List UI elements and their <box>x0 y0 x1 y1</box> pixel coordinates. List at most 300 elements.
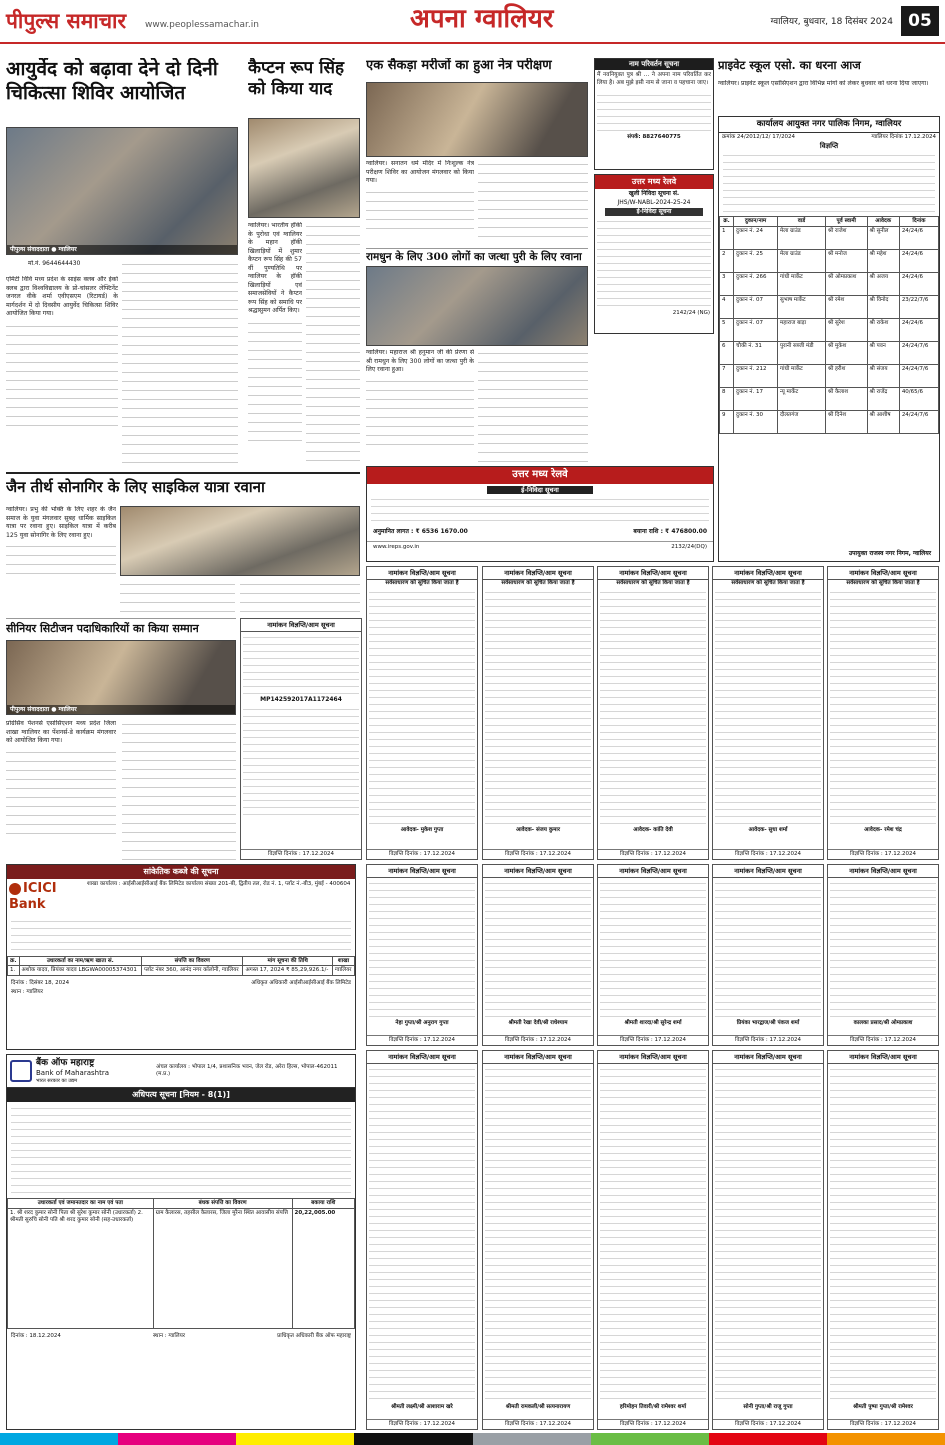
table-cell: महाराज बाड़ा <box>777 319 825 342</box>
newspaper-logo <box>6 8 126 34</box>
table-cell: 24/24/6 <box>899 273 938 296</box>
text-filler <box>830 1066 936 1402</box>
bom-office: अंचल कार्यालय : भोपाल 1/4, प्रशासनिक भवन, जेल रोड, अरेरा हिल्स, भोपाल-462011 (म.प्र.) <box>156 1064 338 1078</box>
railway-notice-1 <box>594 174 714 334</box>
text-filler <box>600 880 706 1018</box>
story-ramdhun-body <box>366 349 474 464</box>
municipal-title: कार्यालय आयुक्त नगर पालिक निगम, ग्वालियर <box>719 117 939 133</box>
nomination-applicant: आवेदक- कांति देवी <box>633 827 673 833</box>
table-cell: 9 <box>720 411 734 434</box>
nomination-notice <box>827 864 939 1046</box>
story-jain-headline: जैन तीर्थ सोनागिर के लिए साइकिल यात्रा रवाना <box>6 478 265 496</box>
table-cell: चौकी नं. 31 <box>734 342 778 365</box>
nomination-date: विज्ञप्ति दिनांक : 17.12.2024 <box>828 1419 938 1429</box>
table-row <box>720 227 939 250</box>
table-cell: श्री हरीश <box>825 365 867 388</box>
nomination-date: विज्ञप्ति दिनांक : 17.12.2024 <box>828 1035 938 1045</box>
story-school-body <box>718 80 940 114</box>
story-ayurveda-body <box>6 276 118 466</box>
table-cell: श्री सुनील <box>867 227 899 250</box>
logo-text: पीपुल्स समाचार <box>6 8 127 33</box>
railway-2-footer-row <box>367 541 713 553</box>
table-cell: श्री आशीष <box>867 411 899 434</box>
table-cell: श्री महेश <box>867 250 899 273</box>
text-filler <box>369 880 475 1018</box>
railway-1-title: उत्तर मध्य रेलवे <box>595 175 713 189</box>
icici-logo <box>9 881 87 914</box>
municipal-signatory: उपायुक्त राजस्व नगर निगम, ग्वालियर <box>848 549 932 557</box>
nomination-applicant: नेहा गुप्ता/श्री अनुराग गुप्ता <box>395 1020 449 1027</box>
story-eyecamp-body-col2 <box>478 160 588 245</box>
railway-2-footer: 2132/24(DQ) <box>671 544 707 551</box>
bom-col-header: उधारकर्ता एवं जमानतदार का नाम एवं पता <box>8 1199 154 1209</box>
nomination-applicant: कालका प्रसाद/श्री ओमप्रकाश <box>853 1020 913 1027</box>
section-title: अपना ग्वालियर <box>410 4 554 34</box>
table-cell: 6 <box>720 342 734 365</box>
text-filler <box>6 322 118 432</box>
bom-footer <box>7 1329 355 1344</box>
table-cell: 1 <box>720 227 734 250</box>
color-swatch <box>0 1433 118 1445</box>
text-filler <box>597 218 711 308</box>
railway-2-etender: ई-निविदा सूचना <box>487 486 593 494</box>
nomination-applicant: आवेदक- मुकेश गुप्ता <box>400 827 444 833</box>
municipal-subject: विज्ञप्ति <box>819 141 839 150</box>
nomination-notice-title: नामांकन विज्ञप्ति/आम सूचना <box>713 865 823 878</box>
text-filler <box>122 260 238 466</box>
story-ayurveda-headline: आयुर्वेद को बढ़ावा देने दो दिनी चिकित्सा शिविर आयोजित <box>6 58 218 104</box>
nomination-date: विज्ञप्ति दिनांक : 17.12.2024 <box>713 1419 823 1429</box>
table-row <box>720 319 939 342</box>
nomination-notice-title: नामांकन विज्ञप्ति/आम सूचना <box>713 1051 823 1064</box>
nomination-notice-title: नामांकन विज्ञप्ति/आम सूचना <box>713 567 823 580</box>
text-filler <box>11 1105 351 1195</box>
story-ramdhun-photo <box>366 266 588 346</box>
story-jain-body-col3 <box>240 580 360 616</box>
text-filler <box>715 589 821 825</box>
icici-header <box>7 879 355 916</box>
table-cell: 8 <box>720 388 734 411</box>
text-filler <box>243 706 359 816</box>
icici-date: दिनांक : दिसंबर 18, 2024 <box>11 980 70 987</box>
text-filler <box>485 1066 591 1402</box>
table-cell: श्री राकेश <box>867 319 899 342</box>
table-cell: 24/24/6 <box>899 319 938 342</box>
table-cell: श्री पवन <box>867 342 899 365</box>
name-change-agent: संपर्क: 8827640775 <box>627 133 681 140</box>
table-cell: दुकान नं. 30 <box>734 411 778 434</box>
municipal-meta <box>719 133 939 142</box>
story-senior-lead: प्रोग्रेसिव पेंशनर्स एसोसिएशन मध्य प्रदेश जिला शाखा ग्वालियर का पेंशनर्स-डे कार्यक्रम मंगलवार को आयोजित किया गया। <box>6 720 116 745</box>
bom-brand-box <box>36 1058 156 1084</box>
nomination-notice <box>712 864 824 1046</box>
story-eyecamp-lead: ग्वालियर। सनातन धर्म मंदिर में निःशुल्क नेत्र परीक्षण शिविर का आयोजन मंगलवार को किया गया। <box>366 160 474 185</box>
table-cell: मेला ग्राउंड <box>777 227 825 250</box>
table-cell: 24/24/6 <box>899 250 938 273</box>
story-ramdhun-headline: रामधुन के लिए 300 लोगों का जत्था पुरी के लिए रवाना <box>366 251 582 263</box>
railway-2-site[interactable]: www.ireps.gov.in <box>373 544 420 551</box>
story-ramdhun-headline-box <box>366 248 588 264</box>
story-senior-headline-box <box>6 618 236 636</box>
nomination-notice-sub: सर्वसाधारण को सूचित किया जाता है <box>501 580 575 587</box>
nomination-date: विज्ञप्ति दिनांक : 17.12.2024 <box>598 849 708 859</box>
table-cell: दुकान नं. 24 <box>734 227 778 250</box>
nomination-notice-title: नामांकन विज्ञप्ति/आम सूचना <box>598 865 708 878</box>
nomination-date: विज्ञप्ति दिनांक : 17.12.2024 <box>483 849 593 859</box>
nomination-applicant: श्रीमती पुष्पा गुप्ता/श्री रामेश्वर <box>853 1404 913 1411</box>
table-cell: 4 <box>720 296 734 319</box>
icici-col-header: उधारकर्ता का नाम/ऋण खाता सं. <box>19 956 142 966</box>
table-row <box>720 250 939 273</box>
icici-table-header <box>8 956 355 966</box>
table-cell: गांधी मार्केट <box>777 273 825 296</box>
table-cell: श्री सुरेश <box>825 319 867 342</box>
table-cell: श्री संजय <box>867 365 899 388</box>
text-filler <box>306 222 360 467</box>
story-senior-body-col2 <box>122 720 236 860</box>
nomination-date: विज्ञप्ति दिनांक : 17.12.2024 <box>367 1419 477 1429</box>
color-swatch <box>354 1433 472 1445</box>
story-eyecamp-body <box>366 160 474 245</box>
table-cell: दुकान नं. 07 <box>734 296 778 319</box>
nomination-applicant: हरिमोहन तिवारी/श्री रामेश्वर शर्मा <box>619 1404 687 1411</box>
nomination-notice <box>482 864 594 1046</box>
bom-borrowers: 1. श्री शरद कुमार सोनी पिता श्री सुरेश कुमार सोनी (उधारकर्ता) 2. श्रीमती सुरुचि सोनी पति श्री शरद कुमार सोनी (सह-उधारकर्ता) <box>8 1209 154 1329</box>
dateline: ग्वालियर, बुधवार, 18 दिसंबर 2024 <box>770 17 893 27</box>
nomination-notice-sub: सर्वसाधारण को सूचित किया जाता है <box>385 580 459 587</box>
col-notice-body <box>241 632 361 832</box>
table-cell: 24/24/7/6 <box>899 365 938 388</box>
story-school-headline: प्राइवेट स्कूल एसो. का धरना आज <box>718 58 861 72</box>
table-cell: पुरानी सब्जी मंडी <box>777 342 825 365</box>
photo-caption: पीपुल्स संवाददाता ● ग्वालियर <box>7 705 235 715</box>
text-filler <box>243 634 359 694</box>
table-row <box>720 388 939 411</box>
nomination-date: विज्ञप्ति दिनांक : 17.12.2024 <box>367 1035 477 1045</box>
text-filler <box>478 160 588 245</box>
nomination-notice <box>712 1050 824 1430</box>
nomination-applicant: प्रियंका भारद्वाज/श्री पंकज शर्मा <box>736 1020 800 1027</box>
municipal-ref: क्रमांक 24/2012/12/ 17/2024 <box>722 133 796 140</box>
story-ayurveda-lead: एमिटी विवि मध्य प्रदेश के साइंस क्लब और ईको क्लब द्वारा विश्वविद्यालय के प्रो-चांसलर लेफ्टिनेंट जनरल वीके शर्मा एवीएसएम (रिटायर्ड) के मार्गदर्शन में दो दिवसीय आयुर्वेद चिकित्सा शिविर आयोजित किया गया। <box>6 276 118 318</box>
color-swatch <box>827 1433 945 1445</box>
bom-table <box>7 1198 355 1329</box>
col-notice-ref: MP142592017A1172464 <box>260 696 342 704</box>
text-filler <box>597 92 711 132</box>
railway-2-emd: बयाना राशि : ₹ 476800.00 <box>633 527 707 535</box>
railway-1-footer: 2142/24 (NG) <box>672 309 710 316</box>
col-notice-title: नामांकन विज्ञप्ति/आम सूचना <box>241 619 361 632</box>
table-cell: 24/24/7/6 <box>899 342 938 365</box>
text-filler <box>369 589 475 825</box>
table-cell: 40/65/6 <box>899 388 938 411</box>
icici-place: स्थान : ग्वालियर <box>11 989 43 996</box>
color-swatch <box>591 1433 709 1445</box>
story-jain-lead: ग्वालियर। प्रभु की भक्ति के लिए शहर के जैन समाज के युवा मंगलवार सुबह धार्मिक साइकिल यात्रा पर रवाना हुए। साइकिल यात्रा में करीब 125 युवा सोनागिर के लिए रवाना हुए। <box>6 506 116 539</box>
nomination-notice-title: नामांकन विज्ञप्ति/आम सूचना <box>828 865 938 878</box>
table-row <box>8 1209 355 1329</box>
table-cell: ग्वालियर <box>332 966 354 976</box>
municipal-col-header: वार्ड <box>777 217 825 227</box>
table-cell: गांधी मार्केट <box>777 365 825 388</box>
story-ayurveda-body-col2 <box>122 260 238 466</box>
story-school-lead: ग्वालियर। प्राइवेट स्कूल एसोसिएशन द्वारा विभिन्न मांगों को लेकर बुधवार को धरना दिया जाएगा। <box>718 80 929 87</box>
icici-logo-icon <box>9 883 21 895</box>
table-cell: दुकान नं. 25 <box>734 250 778 273</box>
table-row <box>720 411 939 434</box>
nomination-date: विज्ञप्ति दिनांक : 17.12.2024 <box>598 1419 708 1429</box>
color-swatch <box>709 1433 827 1445</box>
text-filler <box>120 580 235 616</box>
story-captain-headline-box <box>248 58 360 118</box>
bom-date: दिनांक : 18.12.2024 <box>11 1333 61 1340</box>
municipal-table-header <box>720 217 939 227</box>
text-filler <box>485 589 591 825</box>
railway-1-tender: JHS/W-NABL-2024-25-24 <box>617 198 691 206</box>
table-cell: न्यू मार्केट <box>777 388 825 411</box>
railway-notice-2 <box>366 466 714 562</box>
nomination-applicant: श्रीमती लक्ष्मी/श्री आशाराम खरे <box>391 1404 453 1411</box>
table-cell: 1. <box>8 966 20 976</box>
bom-amount: 20,22,005.00 <box>292 1209 354 1329</box>
nomination-notice <box>366 1050 478 1430</box>
table-cell: 24/24/6 <box>899 227 938 250</box>
story-ayurveda-headline-box <box>6 58 236 124</box>
railway-2-value: अनुमानित लागत : ₹ 6536 1670.00 <box>373 527 468 535</box>
nomination-notice <box>366 864 478 1046</box>
text-filler <box>371 496 709 526</box>
nomination-applicant: आवेदक- रमेश चंद्र <box>864 827 902 833</box>
table-cell: दौलतगंज <box>777 411 825 434</box>
nomination-notice-sub: सर्वसाधारण को सूचित किया जाता है <box>616 580 690 587</box>
table-cell: श्री कैलाश <box>825 388 867 411</box>
story-eyecamp-headline-box <box>366 58 588 80</box>
icici-col-header: संपत्ति का विवरण <box>142 956 243 966</box>
bom-table-header <box>8 1199 355 1209</box>
text-filler <box>600 589 706 825</box>
nomination-notice-title: नामांकन विज्ञप्ति/आम सूचना <box>367 865 477 878</box>
story-ramdhun-lead: ग्वालियर। महाराज श्री हनुमान जी की प्रेरणा से श्री रामधुन के लिए 300 लोगों का जत्था पुरी के लिए रवाना हुआ। <box>366 349 474 374</box>
table-cell: अशोक यादव, प्रियंका यादव LBGWA00005374301 <box>19 966 142 976</box>
story-captain-headline: कैप्टन रूप सिंह को किया याद <box>248 58 345 100</box>
municipal-notice <box>718 116 940 562</box>
table-cell: मेला ग्राउंड <box>777 250 825 273</box>
text-filler <box>6 542 116 582</box>
text-filler <box>715 880 821 1018</box>
story-jain-headline-box <box>6 472 360 498</box>
name-change-notice <box>594 58 714 170</box>
story-school-headline-box <box>718 58 940 80</box>
nomination-applicant: आवेदक- सुधा शर्मा <box>748 827 788 833</box>
table-row <box>720 342 939 365</box>
text-filler <box>600 1066 706 1402</box>
story-ramdhun-body-col2 <box>478 349 588 464</box>
bom-property: ग्राम कैलारस, तहसील कैलारस, जिला मुरैना स्थित आवासीय संपत्ति <box>153 1209 292 1329</box>
nomination-applicant: सोनी गुप्ता/श्री राजू गुप्ता <box>743 1404 793 1411</box>
table-cell: दुकान नं. 212 <box>734 365 778 388</box>
story-senior-headline: सीनियर सिटीजन पदाधिकारियों का किया सम्मान <box>6 622 199 635</box>
page-number: 05 <box>901 6 939 36</box>
railway-1-etender: ई-निविदा सूचना <box>605 208 703 216</box>
icici-col-header: क्र. <box>8 956 20 966</box>
nomination-notice-sub: सर्वसाधारण को सूचित किया जाता है <box>846 580 920 587</box>
story-jain-photo <box>120 506 360 576</box>
table-cell: श्री विनोद <box>867 296 899 319</box>
railway-2-values <box>367 528 713 536</box>
table-cell: श्री रमेश <box>825 296 867 319</box>
nomination-date: विज्ञप्ति दिनांक : 17.12.2024 <box>713 1035 823 1045</box>
table-cell: दुकान नं. 07 <box>734 319 778 342</box>
nomination-notice-title: नामांकन विज्ञप्ति/आम सूचना <box>367 1051 477 1064</box>
nomination-date: विज्ञप्ति दिनांक : 17.12.2024 <box>367 849 477 859</box>
icici-brand: ICICI Bank <box>9 881 57 913</box>
railway-2-title: उत्तर मध्य रेलवे <box>367 467 713 484</box>
nomination-applicant: श्रीमती रामकली/श्री सत्यनारायण <box>505 1404 571 1411</box>
bom-sign: प्राधिकृत अधिकारी बैंक ऑफ महाराष्ट्र <box>277 1333 351 1340</box>
text-filler <box>369 1066 475 1402</box>
nomination-date: विज्ञप्ति दिनांक : 17.12.2024 <box>713 849 823 859</box>
icici-table <box>7 956 355 977</box>
table-row <box>8 966 355 976</box>
nomination-applicant: श्रीमती रेखा देवी/श्री राधेश्याम <box>508 1020 568 1027</box>
bom-title: अधिपत्य सूचना [नियम - 8(1)] <box>7 1088 355 1102</box>
text-filler <box>485 880 591 1018</box>
municipal-col-header: दुकान/नाम <box>734 217 778 227</box>
bom-brand: बैंक ऑफ महाराष्ट्र <box>36 1058 95 1068</box>
icici-notice <box>6 864 356 1050</box>
nomination-notice-title: नामांकन विज्ञप्ति/आम सूचना <box>828 1051 938 1064</box>
icici-band: सांकेतिक कब्जे की सूचना <box>7 865 355 879</box>
bom-col-header: बकाया राशि <box>292 1199 354 1209</box>
bom-brand-en: Bank of Maharashtra <box>36 1069 109 1078</box>
nomination-notice <box>597 1050 709 1430</box>
text-filler <box>122 720 236 860</box>
nomination-notice <box>597 864 709 1046</box>
table-cell: 7 <box>720 365 734 388</box>
municipal-date: ग्वालियर दिनांक 17.12.2024 <box>871 133 936 140</box>
story-eyecamp-photo <box>366 82 588 157</box>
text-filler <box>11 918 351 954</box>
text-filler <box>366 188 474 233</box>
table-row <box>720 365 939 388</box>
icici-col-header: शाखा <box>332 956 354 966</box>
story-captain-body-col2 <box>306 222 360 467</box>
table-cell: श्री दिनेश <box>825 411 867 434</box>
color-swatch <box>236 1433 354 1445</box>
story-captain-photo <box>248 118 360 218</box>
nomination-notice-title: नामांकन विज्ञप्ति/आम सूचना <box>483 567 593 580</box>
story-senior-body <box>6 720 116 860</box>
table-cell: 24/24/7/6 <box>899 411 938 434</box>
nomination-notice-title: नामांकन विज्ञप्ति/आम सूचना <box>598 567 708 580</box>
nomination-notice <box>482 1050 594 1430</box>
story-captain-body <box>248 222 302 467</box>
nomination-notice-title: नामांकन विज्ञप्ति/आम सूचना <box>483 1051 593 1064</box>
name-change-title: नाम परिवर्तन सूचना <box>595 59 713 70</box>
municipal-col-header: क्र. <box>720 217 734 227</box>
bom-logo-icon <box>10 1060 32 1082</box>
nomination-notice <box>366 566 478 860</box>
story-senior-photo <box>6 640 236 715</box>
text-filler <box>366 377 474 452</box>
icici-footer <box>7 978 355 989</box>
table-cell: प्लॉट नंबर 360, आनंद नगर कॉलोनी, ग्वालियर <box>142 966 243 976</box>
bom-place: स्थान : ग्वालियर <box>153 1333 186 1340</box>
story-ayurveda-photo <box>6 127 238 255</box>
nomination-notice <box>827 1050 939 1430</box>
nomination-date: विज्ञप्ति दिनांक : 17.12.2024 <box>483 1035 593 1045</box>
bom-col-header: बंधक संपत्ति का विवरण <box>153 1199 292 1209</box>
nomination-date: विज्ञप्ति दिनांक : 17.12.2024 <box>483 1419 593 1429</box>
table-cell: श्री मुकेश <box>825 342 867 365</box>
story-ayurveda-mobile: मो.नं. 9644644430 <box>28 260 81 267</box>
nomination-date: विज्ञप्ति दिनांक : 17.12.2024 <box>828 849 938 859</box>
text-filler <box>478 349 588 464</box>
table-cell: 5 <box>720 319 734 342</box>
nomination-notice-title: नामांकन विज्ञप्ति/आम सूचना <box>483 865 593 878</box>
municipal-col-header: आवेदक <box>867 217 899 227</box>
text-filler <box>248 319 302 449</box>
table-cell: दुकान नं. 17 <box>734 388 778 411</box>
table-cell: श्री अजय <box>867 273 899 296</box>
bom-notice <box>6 1054 356 1430</box>
story-jain-body-col2 <box>120 580 235 616</box>
railway-1-subtitle: खुली निविदा सूचना सं. <box>628 190 680 197</box>
nomination-notice-title: नामांकन विज्ञप्ति/आम सूचना <box>598 1051 708 1064</box>
nomination-notice-sub: सर्वसाधारण को सूचित किया जाता है <box>731 580 805 587</box>
text-filler <box>830 880 936 1018</box>
col-notice-box <box>240 618 362 860</box>
nomination-date: विज्ञप्ति दिनांक : 17.12.2024 <box>598 1035 708 1045</box>
text-filler <box>240 580 360 616</box>
photo-caption: पीपुल्स संवाददाता ● ग्वालियर <box>7 245 237 255</box>
table-cell: श्री राजेंद्र <box>867 388 899 411</box>
masthead <box>0 0 945 44</box>
icici-col-header: मांग सूचना की तिथि <box>243 956 333 966</box>
municipal-col-header: पूर्व स्वामी <box>825 217 867 227</box>
nomination-applicant: श्रीमती शारदा/श्री सुरेन्द्र शर्मा <box>624 1020 682 1027</box>
nomination-notice-title: नामांकन विज्ञप्ति/आम सूचना <box>828 567 938 580</box>
story-jain-body <box>6 506 116 614</box>
municipal-table <box>719 216 939 434</box>
nomination-notice-title: नामांकन विज्ञप्ति/आम सूचना <box>367 567 477 580</box>
text-filler <box>830 589 936 825</box>
table-cell: दुकान नं. 266 <box>734 273 778 296</box>
table-cell: अगस्त 17, 2024 ₹ 85,29,926.1/- <box>243 966 333 976</box>
table-row <box>720 273 939 296</box>
website-url[interactable]: www.peoplessamachar.in <box>145 20 259 30</box>
color-swatch <box>118 1433 236 1445</box>
table-cell: श्री राजेश <box>825 227 867 250</box>
table-row <box>720 296 939 319</box>
text-filler <box>715 1066 821 1402</box>
icici-addr: शाखा कार्यालय : आईसीआईसीआई बैंक लिमिटेड कार्यालय संख्या 201-बी, द्वितीय तल, रोड नं. 1, प्लॉट नं.-बी3, मुंबई - 400604 <box>87 881 351 887</box>
nomination-notice <box>597 566 709 860</box>
color-swatch <box>473 1433 591 1445</box>
text-filler <box>6 748 116 838</box>
table-cell: श्री ओमप्रकाश <box>825 273 867 296</box>
name-change-text: मैं नवनियुक्त पुत्र श्री ... ने अपना नाम परिवर्तित कर लिया है। अब मुझे इसी नाम से जाना व पहचाना जाए। <box>597 71 711 86</box>
table-cell: 3 <box>720 273 734 296</box>
story-eyecamp-headline: एक सैकड़ा मरीजों का हुआ नेत्र परीक्षण <box>366 58 552 73</box>
table-cell: 23/22/7/6 <box>899 296 938 319</box>
bom-header <box>7 1055 355 1088</box>
nomination-notice <box>827 566 939 860</box>
municipal-col-header: दिनांक <box>899 217 938 227</box>
story-captain-lead: ग्वालियर। भारतीय हॉकी के पुरोधा एवं ग्वालियर के महान हॉकी खिलाड़ियों में शुमार कैप्टन रूप सिंह की 57 वीं पुण्यतिथि पर ग्वालियर के हॉकी खिलाड़ियों एवं समाजसेवियों ने कैप्टन रूप सिंह को समाधि पर श्रद्धासुमन अर्पित किए। <box>248 222 302 315</box>
nomination-notice <box>482 566 594 860</box>
table-cell: श्री मनोज <box>825 250 867 273</box>
